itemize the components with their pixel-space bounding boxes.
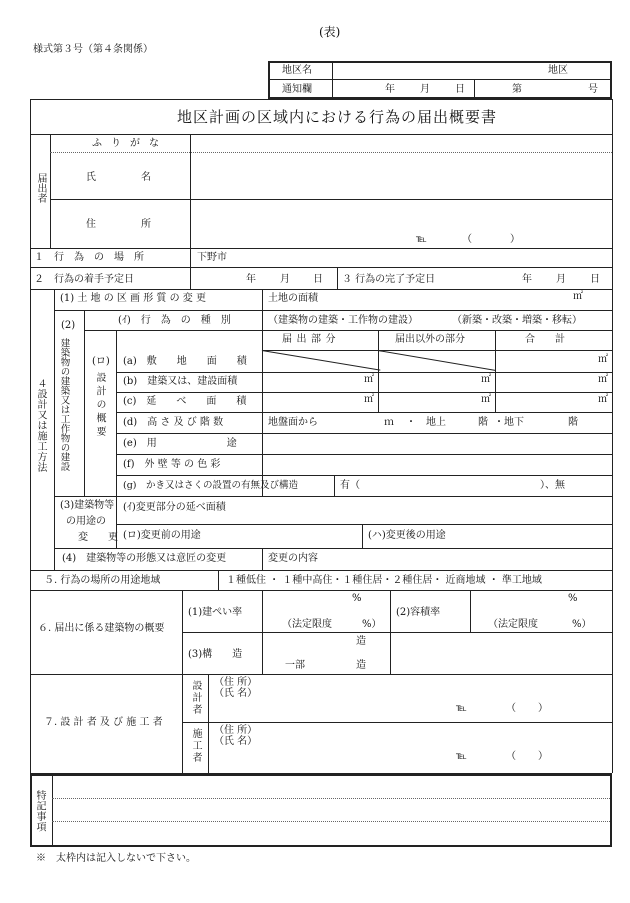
designer-po: （ xyxy=(506,703,516,714)
builder-tel: ℡ xyxy=(456,751,467,762)
youseki-limit: （法定限度 xyxy=(488,619,538,630)
kind-value: （建築物の建築・工作物の建設） xyxy=(268,315,418,326)
use-after-label: (ハ)変更後の用途 xyxy=(368,530,446,541)
designer-tel: ℡ xyxy=(456,703,467,714)
builder-po: （ xyxy=(506,751,516,762)
notice-label: 通知欄 xyxy=(282,84,312,95)
row1-label: １ 行 為 の 場 所 xyxy=(34,252,144,263)
youseki-limit-close: %） xyxy=(572,619,592,630)
designer-pc: ） xyxy=(538,703,548,714)
kenpei-label: (1)建ぺい率 xyxy=(188,607,243,618)
row2-label: ２ 行為の着手予定日 xyxy=(34,274,134,285)
row5-value: １種低住 ・ １種中高住・１種住居・２種住居・ 近商地域 ・ 準工地域 xyxy=(226,575,542,586)
ro-num: (ロ) xyxy=(92,356,110,367)
use-label-1: (3)建築物等 xyxy=(60,500,115,511)
shape-field: 変更の内容 xyxy=(268,553,318,564)
designer-name: （氏 名） xyxy=(214,688,258,699)
row-f-label: (f) 外 壁 等 の 色 彩 xyxy=(123,459,221,470)
applicant-paren-close: ） xyxy=(510,234,520,245)
applicant-paren-open: （ xyxy=(462,234,472,245)
start-year: 年 xyxy=(246,274,256,285)
applicant-tel: ℡ xyxy=(416,234,427,245)
designer-label: 設計者 xyxy=(190,680,201,716)
col-todoke: 届出部分 xyxy=(282,334,340,345)
district-label: 地区名 xyxy=(282,65,312,76)
row-c-unit-1: ㎡ xyxy=(364,394,374,405)
notice-dai: 第 xyxy=(512,84,522,95)
row-c-label: (c) 延 べ 面 積 xyxy=(123,396,247,407)
height-chijo: ・ 地上 xyxy=(406,417,446,428)
kozo-label: (3)構 造 xyxy=(188,649,243,660)
row-b-unit-1: ㎡ xyxy=(364,374,374,385)
address-label: 住所 xyxy=(86,219,196,230)
complete-year: 年 xyxy=(522,274,532,285)
notice-day: 日 xyxy=(455,84,465,95)
col-total: 合 計 xyxy=(525,334,565,345)
kind-options: （新築・改築・増築・移転） xyxy=(452,315,582,326)
row-a-unit-total: ㎡ xyxy=(598,354,608,365)
use-label-3: 変 更 xyxy=(78,532,118,543)
form-title: 地区計画の区域内における行為の届出概要書 xyxy=(177,108,498,126)
notice-month: 月 xyxy=(420,84,430,95)
kenpei-pct: % xyxy=(352,593,362,604)
section4-side-label: ４設計又は施工方法 xyxy=(35,378,46,473)
form-number: 様式第３号（第４条関係） xyxy=(33,44,153,55)
row5-label: ５. 行為の場所の用途地域 xyxy=(44,575,161,586)
shape-label: (4) 建築物等の形態又は意匠の変更 xyxy=(62,553,227,564)
notice-year: 年 xyxy=(385,84,395,95)
fence-open: 有（ xyxy=(340,480,360,491)
complete-day: 日 xyxy=(590,274,600,285)
start-day: 日 xyxy=(313,274,323,285)
land-label: (1) 土 地 の 区 画 形 質 の 変 更 xyxy=(60,293,206,304)
height-kai: 階 xyxy=(478,417,488,428)
row7-label: ７. 設 計 者 及 び 施 工 者 xyxy=(44,717,163,728)
kozo-ichibu: 一部 xyxy=(285,660,305,671)
land-area-label: 土地の面積 xyxy=(268,293,318,304)
special-label: 特記事項 xyxy=(34,790,45,832)
row-b-label: (b) 建築又は、建設面積 xyxy=(123,376,238,387)
start-month: 月 xyxy=(280,274,290,285)
use-before-label: (ロ)変更前の用途 xyxy=(123,530,201,541)
kozo-zo2: 造 xyxy=(356,660,366,671)
complete-label: ３ 行為の完了予定日 xyxy=(342,274,436,285)
height-chika: ・地下 xyxy=(494,417,524,428)
bldg-num: (2) xyxy=(61,320,76,331)
bldg-side-label: 建築物の建築又は工作物の建設 xyxy=(58,338,70,471)
fence-close: ）、無 xyxy=(540,480,565,491)
name-label: 氏名 xyxy=(86,172,196,183)
builder-pc: ） xyxy=(538,751,548,762)
row-b-unit-2: ㎡ xyxy=(481,374,491,385)
designer-addr: （住 所） xyxy=(214,677,258,688)
height-kai2: 階 xyxy=(568,417,578,428)
omote-label: (表) xyxy=(319,25,341,39)
use-area-label: (ｲ)変更部分の延べ面積 xyxy=(123,502,226,513)
row-a-label: (a) 敷 地 面 積 xyxy=(123,356,247,367)
row-c-unit-3: ㎡ xyxy=(598,394,608,405)
land-unit: ㎡ xyxy=(573,291,583,302)
builder-name: （氏 名） xyxy=(214,736,258,747)
height-text: 地盤面から xyxy=(268,417,318,428)
row-e-label: (e) 用 途 xyxy=(123,438,237,449)
youseki-pct: % xyxy=(568,593,578,604)
use-label-2: の用途の xyxy=(66,516,106,527)
special-notes-box xyxy=(30,774,612,847)
builder-label: 施工者 xyxy=(190,728,201,764)
furigana-label: ふりがな xyxy=(92,138,168,149)
district-suffix: 地区 xyxy=(548,65,568,76)
kenpei-limit: （法定限度 xyxy=(282,619,332,630)
ro-side-label: 設計の概要 xyxy=(94,372,105,440)
row-g-label: (g) かき又はさくの設置の有無及び構造 xyxy=(123,480,298,491)
complete-month: 月 xyxy=(556,274,566,285)
col-igai: 届出以外の部分 xyxy=(395,334,465,345)
row-b-unit-3: ㎡ xyxy=(598,374,608,385)
kozo-zo: 造 xyxy=(356,636,366,647)
row-d-label: (d) 高 さ 及 び 階 数 xyxy=(123,417,224,428)
height-m: ｍ xyxy=(384,417,394,428)
applicant-side-label: 届出者 xyxy=(35,173,46,203)
kind-label: (ｲ) 行 為 の 種 別 xyxy=(118,315,231,326)
youseki-label: (2)容積率 xyxy=(396,607,441,618)
footnote: ※ 太枠内は記入しないで下さい。 xyxy=(36,853,196,864)
kenpei-limit-close: %） xyxy=(362,619,382,630)
row1-value: 下野市 xyxy=(197,252,227,263)
row-c-unit-2: ㎡ xyxy=(481,394,491,405)
row6-label: ６. 届出に係る建築物の概要 xyxy=(38,623,165,634)
builder-addr: （住 所） xyxy=(214,725,258,736)
notice-gou: 号 xyxy=(588,84,598,95)
